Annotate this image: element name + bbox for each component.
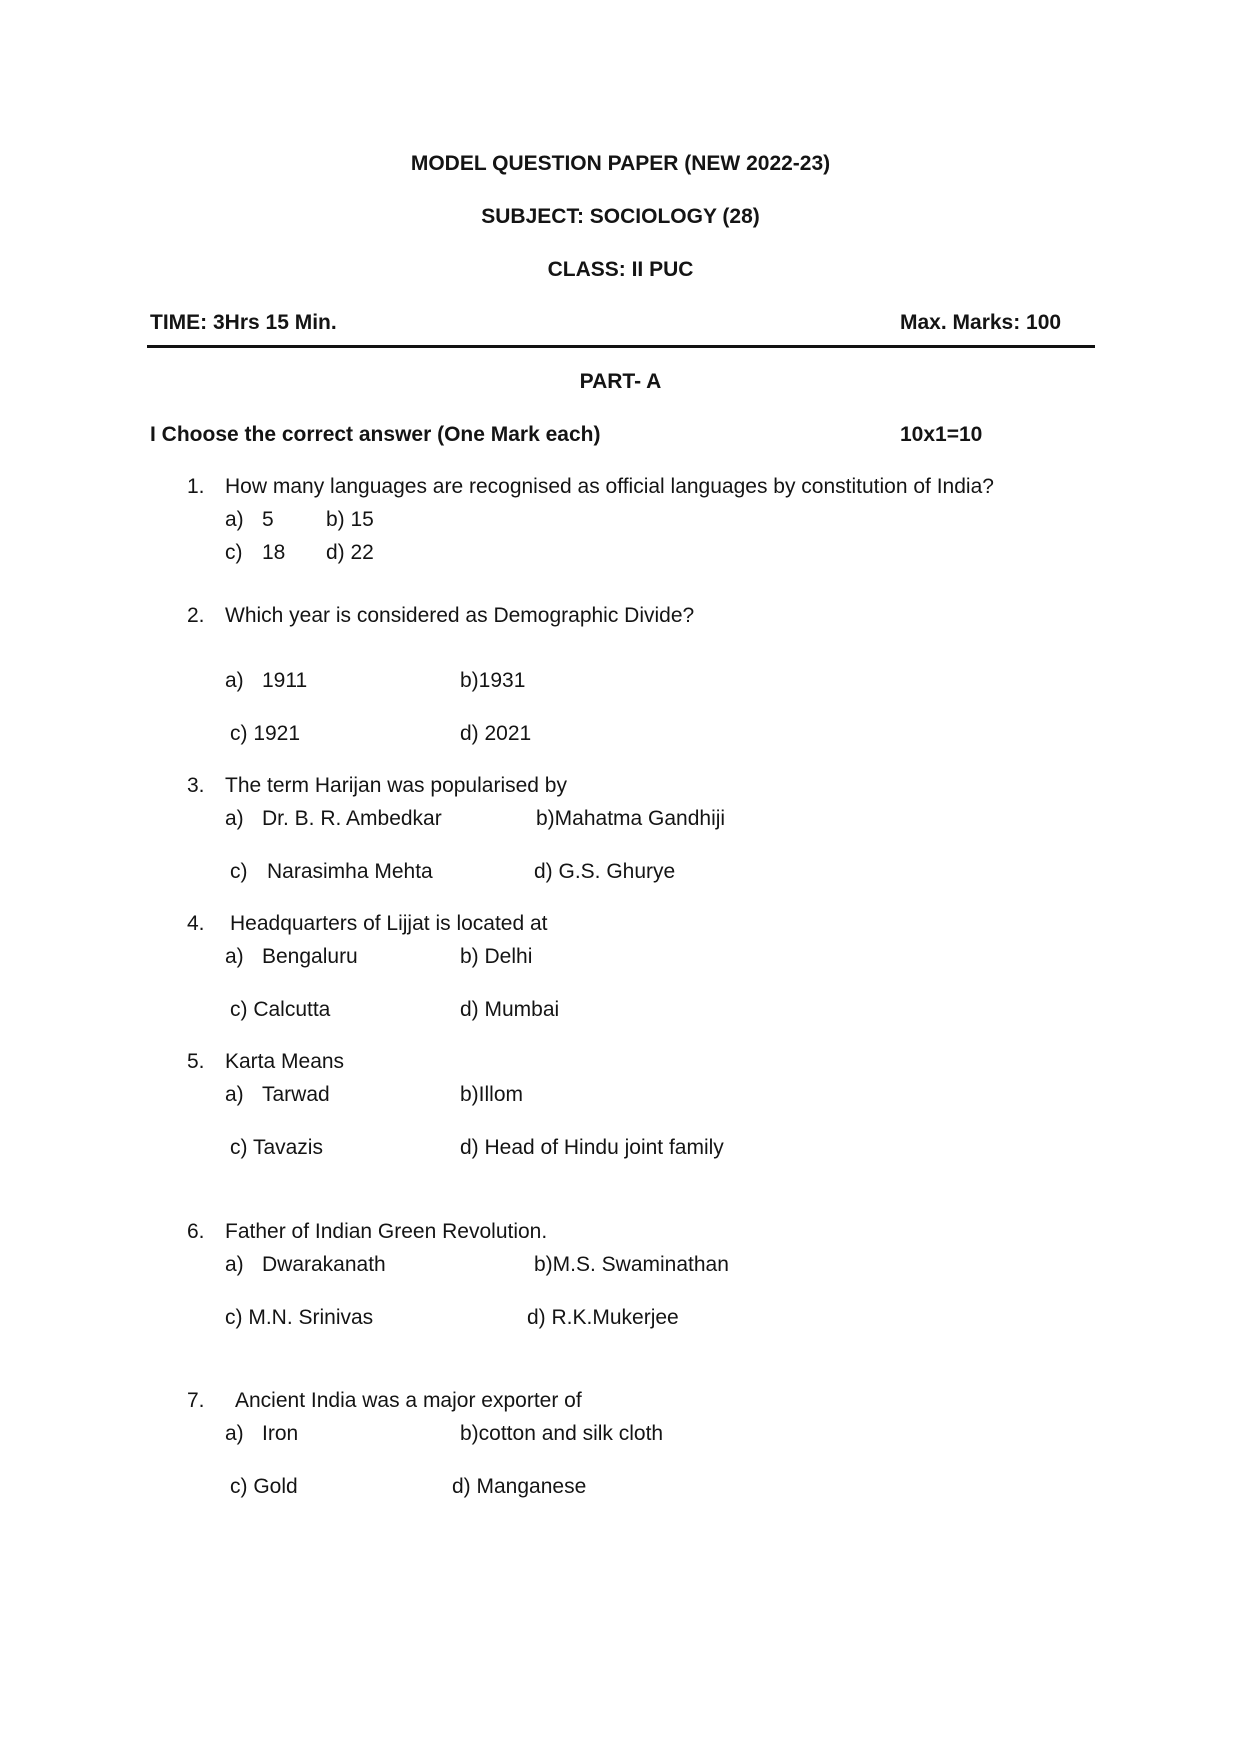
paper-title: MODEL QUESTION PAPER (NEW 2022-23) (410, 152, 831, 175)
option-text: c) Gold (230, 1475, 298, 1498)
option-label: a) (225, 508, 244, 531)
question-number: 1. (187, 475, 205, 498)
option-text: 18 (262, 541, 286, 564)
option-text: d) G.S. Ghurye (534, 860, 676, 883)
question-text: Karta Means (225, 1050, 345, 1073)
question-text: Father of Indian Green Revolution. (225, 1220, 548, 1243)
option-text: Dwarakanath (262, 1253, 386, 1276)
option-text: d) Manganese (452, 1475, 587, 1498)
time-line: TIME: 3Hrs 15 Min. (150, 311, 337, 334)
option-text: b)Mahatma Gandhiji (536, 807, 726, 830)
question-number: 3. (187, 774, 205, 797)
max-marks: Max. Marks: 100 (900, 311, 1062, 334)
option-label: a) (225, 945, 244, 968)
option-text: d) Head of Hindu joint family (460, 1136, 724, 1159)
option-text: 1911 (262, 669, 308, 692)
section-marks: 10x1=10 (900, 423, 983, 446)
question-number: 4. (187, 912, 205, 935)
option-text: d) 2021 (460, 722, 532, 745)
section-instruction: I Choose the correct answer (One Mark each) (150, 423, 601, 446)
option-text: Tarwad (262, 1083, 330, 1106)
option-text: d) Mumbai (460, 998, 560, 1021)
option-text: b)M.S. Swaminathan (534, 1253, 729, 1276)
option-label: c) (225, 541, 243, 564)
question-text: Headquarters of Lijjat is located at (230, 912, 548, 935)
option-text: c) Tavazis (230, 1136, 323, 1159)
option-text: d) R.K.Mukerjee (527, 1306, 679, 1329)
question-text: The term Harijan was popularised by (225, 774, 567, 797)
option-label: a) (225, 1253, 244, 1276)
option-label: a) (225, 669, 244, 692)
option-text: 5 (262, 508, 274, 531)
question-number: 6. (187, 1220, 205, 1243)
question-text: Which year is considered as Demographic Divide? (225, 604, 695, 627)
option-text: b)1931 (460, 669, 526, 692)
question-number: 5. (187, 1050, 205, 1073)
subject-line: SUBJECT: SOCIOLOGY (28) (481, 205, 760, 228)
question-number: 2. (187, 604, 205, 627)
class-line: CLASS: II PUC (547, 258, 694, 281)
option-text: Dr. B. R. Ambedkar (262, 807, 442, 830)
option-label: a) (225, 1083, 244, 1106)
option-text: c) 1921 (230, 722, 301, 745)
option-text: d) 22 (326, 541, 374, 564)
part-heading: PART- A (579, 370, 662, 393)
option-text: c) M.N. Srinivas (225, 1306, 374, 1329)
option-text: Bengaluru (262, 945, 358, 968)
option-label: a) (225, 1422, 244, 1445)
option-text: c) Calcutta (230, 998, 331, 1021)
header-divider (147, 345, 1095, 348)
question-number: 7. (187, 1389, 205, 1412)
option-text: b)Illom (460, 1083, 524, 1106)
option-text: b) 15 (326, 508, 374, 531)
option-text: Iron (262, 1422, 299, 1445)
question-text: Ancient India was a major exporter of (235, 1389, 582, 1412)
question-text: How many languages are recognised as official languages by constitution of India? (225, 475, 994, 498)
option-text: b) Delhi (460, 945, 533, 968)
option-label: c) (230, 860, 248, 883)
option-text: Narasimha Mehta (267, 860, 433, 883)
option-label: a) (225, 807, 244, 830)
option-text: b)cotton and silk cloth (460, 1422, 664, 1445)
